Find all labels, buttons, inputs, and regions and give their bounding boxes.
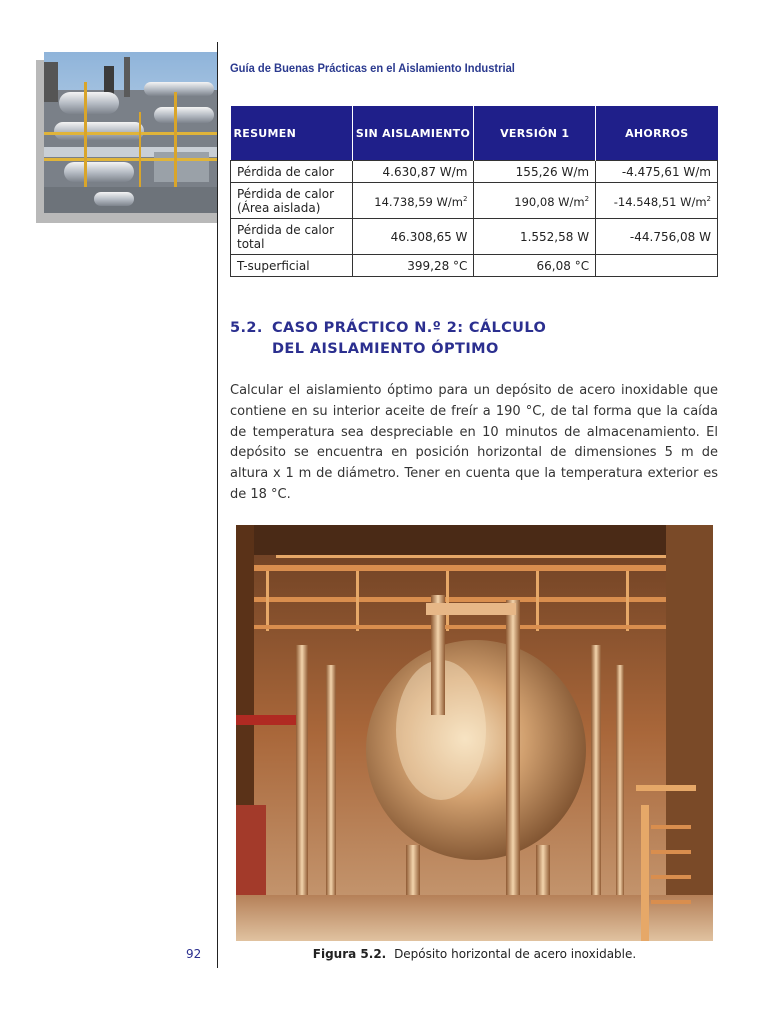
row-label: T-superficial (231, 255, 353, 277)
cell-ahorros: -4.475,61 W/m (596, 161, 718, 183)
table-header-row (231, 106, 718, 161)
column-header: VERSIÓN 1 (474, 106, 596, 161)
running-header-title: Guía de Buenas Prácticas en el Aislamiento Industrial (230, 61, 515, 75)
cell-sin-aislamiento: 14.738,59 $W/m^2$ (352, 183, 474, 219)
cell-ahorros (596, 255, 718, 277)
cell-version-1: 66,08 °C (474, 255, 596, 277)
summary-table (230, 106, 718, 277)
cell-ahorros: -44.756,08 W (596, 219, 718, 255)
cell-sin-aislamiento: 46.308,65 W (352, 219, 474, 255)
cell-version-1: 1.552,58 W (474, 219, 596, 255)
column-header: RESUMEN (231, 106, 353, 161)
table-row (231, 183, 718, 219)
column-header: AHORROS (596, 106, 718, 161)
section-heading (230, 318, 546, 360)
figure-photo-horizontal-tank (236, 525, 713, 941)
section-title-line-2: DEL AISLAMIENTO ÓPTIMO (272, 341, 499, 357)
section-title-line-1: CASO PRÁCTICO N.º 2: CÁLCULO (272, 320, 547, 336)
column-header: SIN AISLAMIENTO (352, 106, 474, 161)
table-row (231, 255, 718, 277)
figure-caption (236, 947, 713, 961)
figure-caption-text: Depósito horizontal de acero inoxidable. (394, 947, 637, 961)
row-label: Pérdida de calor (Área aislada) (231, 183, 353, 219)
body-paragraph: Calcular el aislamiento óptimo para un depósito de acero inoxidable que contiene en su interior aceite de freír a 190 °C, de tal forma que la caída de temperatura sea despreciable en 10 minutos de almacenamiento. El depósito se encuentra en posición horizontal de dimensiones 5 m de altura x 1 m de diámetro. Tener en cuenta que la temperatura exterior es de 18 °C. (230, 383, 718, 502)
cell-version-1: 155,26 W/m (474, 161, 596, 183)
header-thumbnail-photo (44, 52, 217, 213)
cell-version-1: 190,08 $W/m^2$ (474, 183, 596, 219)
row-label: Pérdida de calor (231, 161, 353, 183)
section-number: 5.2. (230, 320, 263, 336)
table-row (231, 161, 718, 183)
vertical-rule (217, 42, 218, 968)
table-row (231, 219, 718, 255)
cell-sin-aislamiento: 4.630,87 W/m (352, 161, 474, 183)
figure-label: Figura 5.2. (312, 947, 387, 961)
cell-ahorros: -14.548,51 $W/m^2$ (596, 183, 718, 219)
row-label: Pérdida de calor total (231, 219, 353, 255)
page-number: 92 (186, 947, 202, 961)
cell-sin-aislamiento: 399,28 °C (352, 255, 474, 277)
